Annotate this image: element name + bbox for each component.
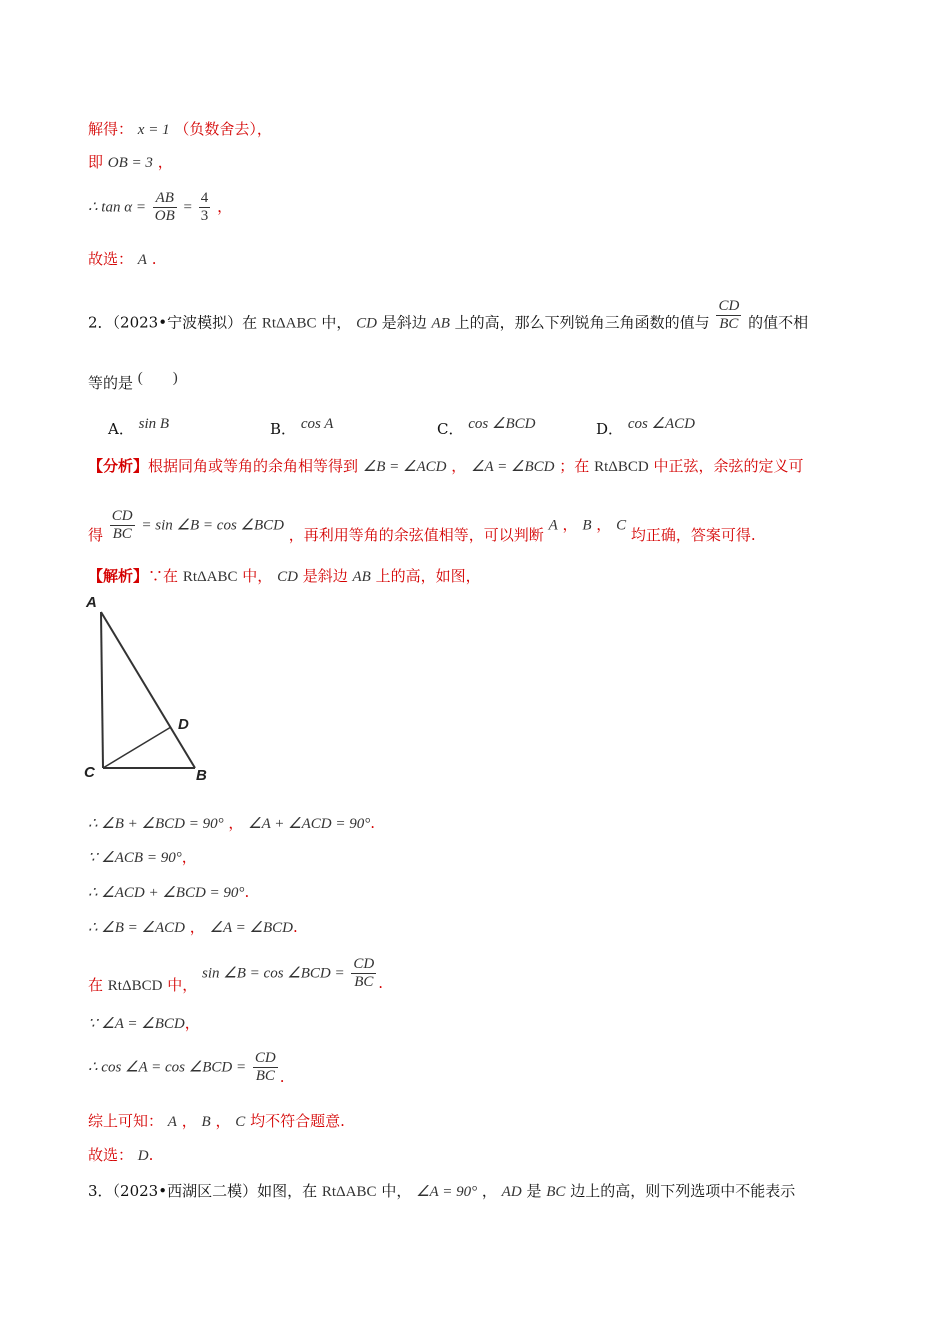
text: .: [370, 814, 375, 832]
math-step: ∵ ∠ACB = 90°: [88, 850, 182, 866]
math-step: sin ∠B = cos ∠BCD =: [202, 965, 345, 982]
math-b: B: [201, 1114, 211, 1130]
question-2-line-2: [88, 372, 178, 395]
math-angle-b-acd: ∠B = ∠ACD: [362, 459, 447, 475]
fraction-cd-bc: [110, 508, 135, 543]
fraction-cd-bc: [351, 956, 376, 991]
solve-line-2: [88, 151, 173, 174]
math-angle-a: ∠A = 90°: [416, 1184, 478, 1200]
answer-period: .: [151, 250, 157, 268]
option-text: cos ∠BCD: [468, 416, 536, 432]
solution-step-1: [88, 812, 375, 835]
solution-line-1: [88, 565, 481, 588]
option-letter: A．: [108, 420, 134, 438]
math-angle-a-bcd: ∠A = ∠BCD: [471, 459, 555, 475]
text: 是: [526, 1182, 542, 1200]
text: 等的是: [88, 374, 134, 392]
vertex-label-b: B: [196, 767, 207, 784]
fraction-denominator: BC: [255, 1068, 275, 1084]
text: 均正确，答案可得.: [630, 525, 756, 544]
fraction-numerator: CD: [254, 1050, 276, 1066]
text: 综上可知：: [88, 1112, 164, 1130]
text: ，: [481, 1182, 497, 1200]
vertex-label-d: D: [178, 716, 189, 733]
text: 上的高，那么下列锐角三角函数的值与: [454, 313, 710, 332]
text: ，: [562, 515, 578, 534]
text: ，: [181, 848, 197, 866]
math-a: A: [548, 517, 558, 534]
solution-step-3: [88, 881, 249, 904]
option-a[interactable]: [108, 418, 169, 439]
math-rt-bcd: RtΔBCD: [594, 459, 649, 475]
option-b[interactable]: [270, 418, 333, 439]
text: ，: [596, 515, 612, 534]
fraction-numerator: 4: [200, 190, 209, 206]
fraction-numerator: CD: [111, 508, 133, 524]
solution-step-7: [88, 1050, 284, 1085]
text: ，: [184, 1014, 200, 1032]
math-c: C: [616, 517, 627, 534]
math-step: ∴ ∠ACD + ∠BCD = 90°: [88, 885, 245, 901]
question-2-line-1: [88, 298, 809, 341]
analysis-tag: 【分析】: [88, 457, 149, 475]
math-ob: OB = 3: [107, 155, 153, 171]
math-x-equals-1: x = 1: [137, 122, 170, 138]
option-letter: C．: [437, 420, 464, 438]
math-cd: CD: [277, 569, 298, 585]
solution-step-2: [88, 846, 197, 869]
text: 中，: [167, 975, 198, 994]
fraction-denominator: 3: [200, 208, 209, 224]
solve-label: 解得：: [88, 120, 134, 138]
text: ；在: [559, 457, 590, 475]
math-sin-cos: = sin ∠B = cos ∠BCD: [141, 517, 284, 534]
fraction-denominator: BC: [354, 974, 374, 990]
math-rt-abc: RtΔABC: [321, 1184, 377, 1200]
math-step: ∠A + ∠ACD = 90°: [248, 816, 371, 832]
math-step: ∴ ∠B = ∠ACD: [88, 920, 185, 936]
text: 均不符合题意.: [250, 1112, 345, 1130]
fraction-denominator: BC: [112, 526, 132, 542]
solve-note: （负数舍去），: [174, 120, 272, 138]
text: 中，: [381, 1182, 412, 1200]
answer-blank: ( ): [137, 370, 178, 386]
fraction-denominator: OB: [154, 208, 175, 224]
solve-suffix: ，: [157, 153, 173, 171]
math-ad: AD: [501, 1184, 522, 1200]
solution-step-6: [88, 1012, 200, 1035]
text: 边上的高，则下列选项中不能表示: [570, 1182, 796, 1200]
text: 中正弦，余弦的定义可: [653, 457, 804, 475]
text: .: [148, 1146, 154, 1164]
answer-value: A: [137, 252, 147, 268]
math-step: ∵ ∠A = ∠BCD: [88, 1016, 185, 1032]
solution-tag: 【解析】: [88, 567, 149, 585]
altitude-cd: [103, 727, 171, 768]
option-text: sin B: [138, 416, 170, 432]
answer-value: D: [137, 1148, 149, 1164]
analysis-line-1: [88, 455, 804, 478]
text: ，: [451, 457, 467, 475]
solution-step-8: [88, 1110, 345, 1133]
fraction-numerator: AB: [153, 190, 177, 208]
option-letter: D．: [596, 420, 624, 438]
side-ac: [101, 612, 103, 768]
solve-line-3: [88, 190, 232, 225]
math-bc: BC: [546, 1184, 566, 1200]
solution-step-4: [88, 916, 298, 939]
math-step: ∴ ∠B + ∠BCD = 90°: [88, 816, 224, 832]
math-step: ∠A = ∠BCD: [209, 920, 293, 936]
question-number: 3．: [88, 1182, 113, 1200]
solve-suffix: ，: [217, 197, 233, 216]
text: 根据同角或等角的余角相等得到: [148, 457, 359, 475]
solve-prefix: 即: [88, 153, 104, 171]
fraction-denominator: BC: [719, 316, 739, 332]
text: ，: [228, 814, 244, 832]
math-rt-bcd: RtΔBCD: [107, 977, 163, 994]
answer-label: 故选：: [88, 1146, 134, 1164]
text: ∵在: [148, 567, 179, 585]
text: .: [378, 973, 384, 992]
fraction-numerator: CD: [718, 298, 740, 314]
side-ab: [101, 612, 195, 768]
vertex-label-c: C: [84, 764, 95, 781]
math-ab: AB: [352, 569, 371, 585]
triangle-figure: [82, 590, 222, 790]
text: ，: [181, 1112, 197, 1130]
fraction-cd-bc: [253, 1050, 278, 1085]
text: .: [244, 883, 250, 901]
math-step: ∴ cos ∠A = cos ∠BCD =: [88, 1059, 247, 1076]
question-number: 2．: [88, 313, 113, 332]
fraction-ab-ob: [153, 190, 177, 225]
solve-line-4: [88, 248, 157, 271]
math-ab: AB: [431, 315, 450, 332]
text: 的值不相: [748, 313, 809, 332]
math-c: C: [235, 1114, 246, 1130]
option-text: cos A: [300, 416, 334, 432]
math-rt-abc: RtΔABC: [182, 569, 238, 585]
math-cd: CD: [356, 315, 377, 332]
solution-step-5: [88, 956, 384, 994]
text: .: [279, 1067, 285, 1086]
question-source: （2023•宁波模拟）在: [112, 313, 258, 332]
fraction-cd-bc: [716, 298, 741, 333]
fraction-4-3: [199, 190, 211, 225]
math-equals: =: [183, 199, 192, 216]
text: 是斜边: [381, 313, 427, 332]
math-b: B: [582, 517, 592, 534]
math-a: A: [167, 1114, 177, 1130]
text: ，: [189, 918, 205, 936]
option-d[interactable]: [596, 418, 695, 439]
answer-label: 故选：: [88, 250, 134, 268]
text: .: [292, 918, 298, 936]
question-source: （2023•西湖区二模）如图，在: [112, 1182, 318, 1200]
option-c[interactable]: [437, 418, 535, 439]
text: 中，: [242, 567, 273, 585]
text: 中，: [321, 313, 352, 332]
solution-step-9: [88, 1144, 153, 1167]
math-tan-alpha: ∴ tan α =: [88, 199, 146, 216]
text: 是斜边: [302, 567, 348, 585]
text: ，再利用等角的余弦值相等，可以判断: [288, 525, 544, 544]
option-letter: B．: [270, 420, 297, 438]
math-rt-abc: RtΔABC: [261, 315, 317, 332]
text: ，: [215, 1112, 231, 1130]
vertex-label-a: A: [86, 594, 97, 611]
text: 得: [88, 525, 104, 544]
text: 上的高，如图，: [375, 567, 481, 585]
analysis-line-2: [88, 508, 756, 543]
option-text: cos ∠ACD: [627, 416, 696, 432]
fraction-numerator: CD: [353, 956, 375, 972]
text: 在: [88, 975, 104, 994]
solve-line-1: [88, 118, 272, 141]
question-3-line-1: [88, 1180, 795, 1203]
